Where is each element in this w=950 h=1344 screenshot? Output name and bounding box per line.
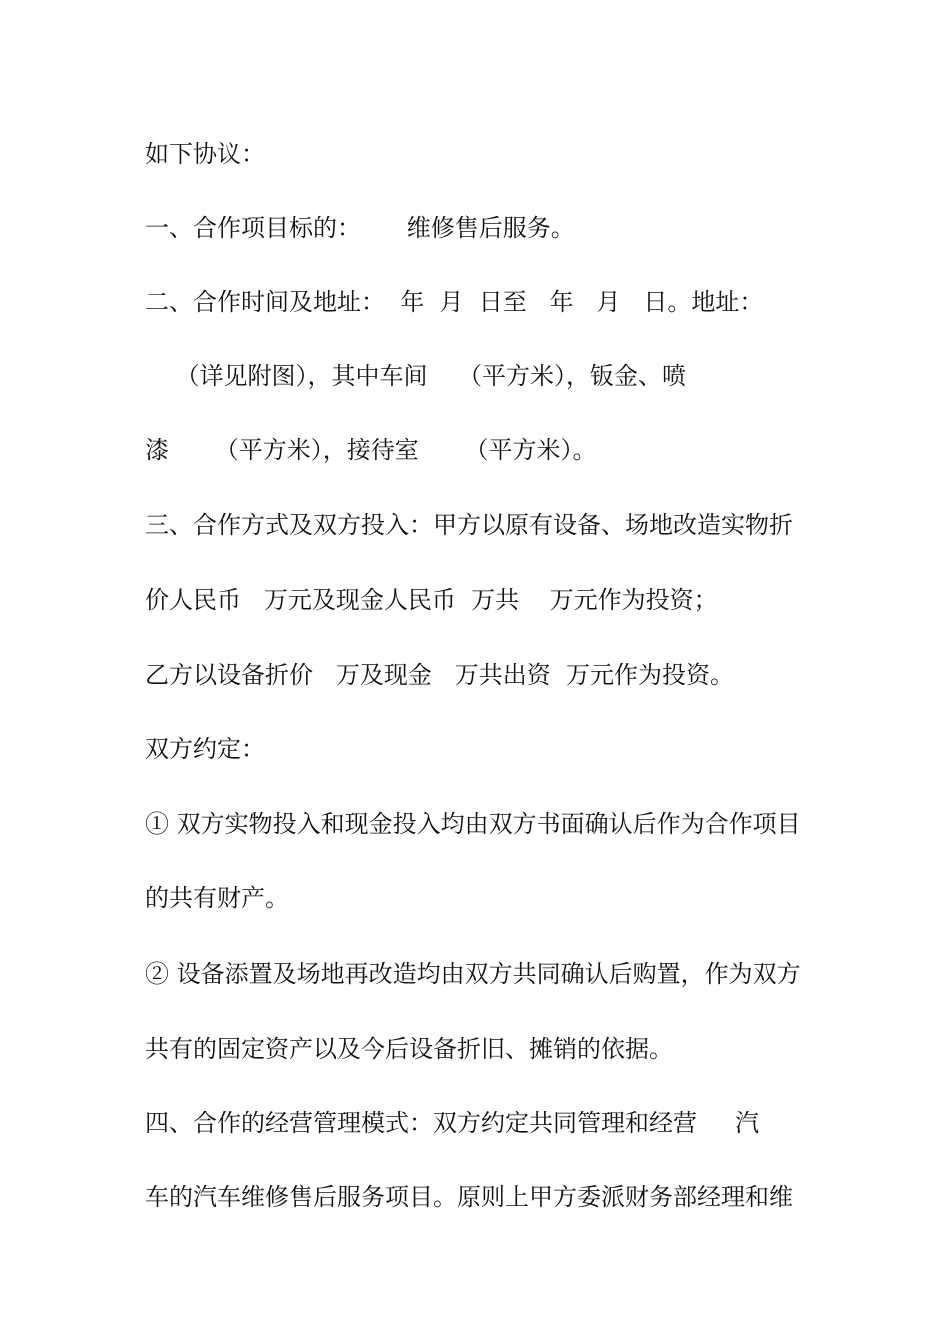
- text-line-7: 价人民币 万元及现金人民币 万共 万元作为投资；: [145, 586, 718, 614]
- text-line-11: 的共有财产。: [145, 884, 289, 912]
- text-line-10: ① 双方实物投入和现金投入均由双方书面确认后作为合作项目: [145, 810, 801, 838]
- text-line-1: 如下协议：: [145, 140, 265, 168]
- text-line-5: 漆 （平方米），接待室 （平方米）。: [145, 436, 597, 464]
- text-line-4: （详见附图），其中车间 （平方米），钣金、喷: [145, 362, 687, 390]
- text-line-13: 共有的固定资产以及今后设备折旧、摊销的依据。: [145, 1035, 673, 1063]
- text-line-3: 二、合作时间及地址： 年 月 日至 年 月 日。地址：: [145, 288, 764, 316]
- text-line-15: 车的汽车维修售后服务项目。原则上甲方委派财务部经理和维: [145, 1183, 793, 1211]
- text-line-8: 乙方以设备折价 万及现金 万共出资 万元作为投资。: [145, 661, 735, 689]
- text-line-9: 双方约定：: [145, 735, 265, 763]
- text-line-14: 四、合作的经营管理模式：双方约定共同管理和经营 汽: [145, 1109, 760, 1137]
- text-line-2: 一、合作项目标的： 维修售后服务。: [145, 214, 575, 242]
- text-line-6: 三、合作方式及双方投入：甲方以原有设备、场地改造实物折: [145, 511, 793, 539]
- text-line-12: ② 设备添置及场地再改造均由双方共同确认后购置，作为双方: [145, 960, 801, 988]
